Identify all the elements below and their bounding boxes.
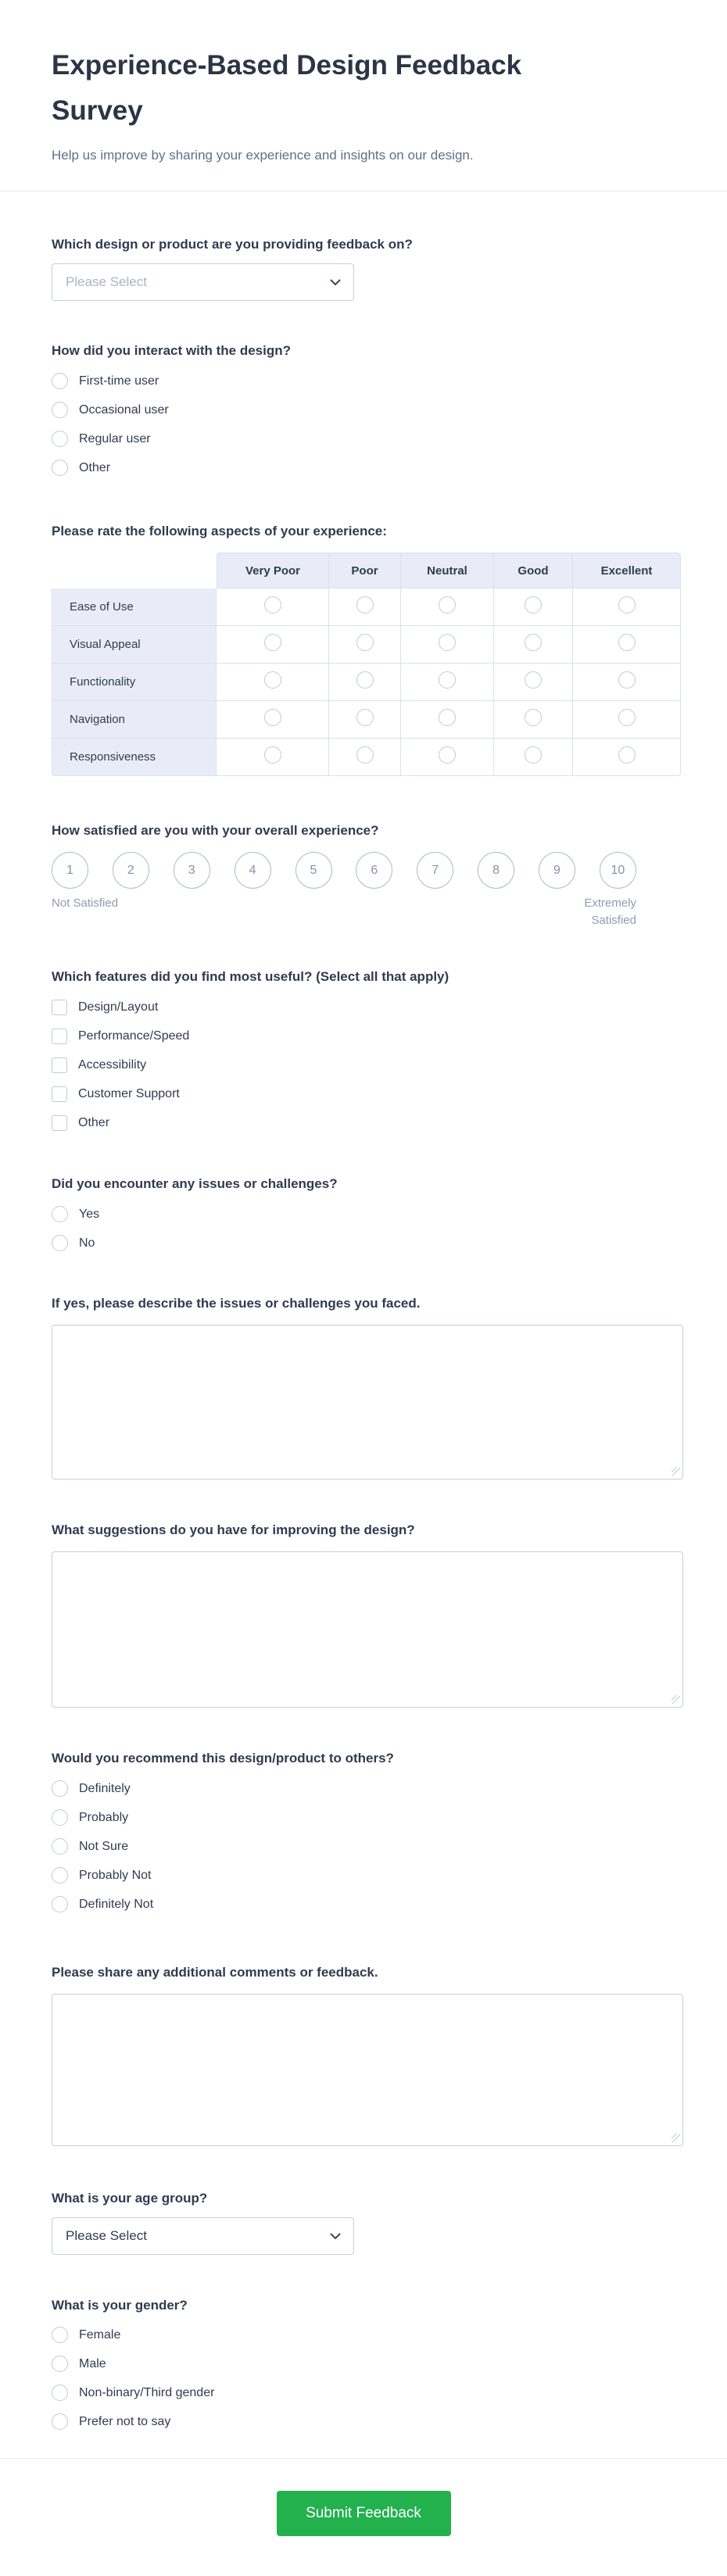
rating-table-row [52,626,681,664]
question-label: Which features did you find most useful? (Select all that apply) [52,969,449,984]
chevron-down-icon [330,279,341,286]
rating-column-header: Poor [329,553,401,589]
rating-table-corner-cell [52,553,217,589]
scale-option[interactable]: 10 [600,852,636,889]
survey-form [0,0,727,191]
radio-option[interactable] [52,373,683,389]
radio-icon [52,1780,68,1797]
question-additional-comments [52,1963,683,2146]
checkbox-icon [52,1029,67,1044]
rating-radio[interactable] [264,746,281,764]
radio-option-label: Other [79,461,111,474]
question-label: Please share any additional comments or feedback. [52,1965,378,1980]
radio-option[interactable] [52,1867,683,1884]
rating-radio[interactable] [356,671,374,689]
rating-radio[interactable] [439,709,456,726]
rating-radio[interactable] [356,709,374,726]
scale-end-labels [52,895,636,929]
rating-cell [329,701,401,739]
checkbox-icon [52,1086,67,1102]
radio-option-label: No [79,1236,95,1250]
textarea-wrap [52,1994,683,2146]
radio-icon [52,1235,68,1251]
rating-cell [573,626,681,664]
select-value: Please Select [66,2228,147,2243]
rating-radio[interactable] [618,709,636,726]
checkbox-option-label: Other [78,1116,110,1129]
question-label: How did you interact with the design? [52,343,292,358]
question-satisfaction [52,821,683,929]
satisfaction-scale [52,852,636,889]
radio-option-label: Female [79,2328,121,2342]
checkbox-option[interactable] [52,1028,683,1044]
checkbox-icon [52,1000,67,1015]
radio-option-label: Prefer not to say [79,2415,171,2428]
scale-max-label: Extremely Satisfied [584,896,636,927]
rating-table-row [52,664,681,701]
rating-radio[interactable] [525,709,542,726]
issues-description-textarea[interactable] [52,1325,683,1479]
radio-icon [52,1206,68,1222]
rating-table-row [52,589,681,626]
radio-option-label: Occasional user [79,403,169,417]
radio-option-label: Probably [79,1811,129,1824]
scale-option[interactable]: 5 [295,852,332,889]
radio-option[interactable] [52,1235,683,1251]
rating-radio[interactable] [525,746,542,764]
checkbox-option[interactable] [52,1086,683,1102]
question-rating-table [52,522,683,776]
checkbox-icon [52,1115,67,1131]
select-placeholder: Please Select [66,274,147,289]
chevron-down-icon [330,2233,341,2240]
radio-icon [52,402,68,418]
radio-group-gender [52,2327,683,2430]
rating-cell [401,701,494,739]
checkbox-icon [52,1057,67,1073]
rating-cell [401,664,494,701]
rating-radio[interactable] [439,746,456,764]
radio-option-label: First-time user [79,374,159,388]
radio-option-label: Regular user [79,432,151,445]
rating-table-header-row [52,553,681,589]
rating-table-row [52,701,681,739]
radio-option[interactable] [52,2385,683,2401]
rating-cell [401,626,494,664]
rating-cell [329,739,401,776]
checkbox-option-label: Design/Layout [78,1000,159,1014]
rating-row-label: Ease of Use [52,589,217,626]
question-label: What suggestions do you have for improving the design? [52,1522,415,1537]
checkbox-option[interactable] [52,999,683,1015]
radio-icon [52,2385,68,2401]
rating-row-label: Visual Appeal [52,626,217,664]
rating-cell [573,701,681,739]
rating-cell [217,739,329,776]
rating-row-label: Responsiveness [52,739,217,776]
question-features [52,968,683,1131]
rating-cell [329,589,401,626]
question-label: Would you recommend this design/product to others? [52,1751,394,1766]
scale-option[interactable]: 8 [478,852,514,889]
rating-radio[interactable] [264,596,281,614]
rating-cell [401,739,494,776]
question-label: If yes, please describe the issues or challenges you faced. [52,1296,421,1311]
rating-radio[interactable] [525,634,542,651]
question-interaction [52,342,683,476]
rating-radio[interactable] [439,671,456,689]
rating-cell [329,626,401,664]
rating-radio[interactable] [264,671,281,689]
radio-option[interactable] [52,1838,683,1855]
radio-option-label: Probably Not [79,1869,152,1882]
question-suggestions [52,1521,683,1708]
rating-radio[interactable] [525,671,542,689]
question-issues-description [52,1294,683,1479]
submit-button[interactable]: Submit Feedback [277,2491,451,2536]
radio-option[interactable] [52,1809,683,1826]
question-age-group [52,2189,683,2255]
question-product [52,235,683,301]
radio-group-recommend [52,1780,683,1912]
checkbox-option-label: Customer Support [78,1087,180,1100]
rating-radio[interactable] [618,596,636,614]
rating-cell [494,589,573,626]
radio-icon [52,373,68,389]
rating-table-row [52,739,681,776]
checkbox-option-label: Accessibility [78,1058,147,1072]
textarea-wrap [52,1325,683,1479]
rating-radio[interactable] [618,634,636,651]
scale-option[interactable]: 4 [235,852,271,889]
question-gender [52,2296,683,2430]
checkbox-option-label: Performance/Speed [78,1029,190,1043]
page-subtitle: Help us improve by sharing your experience and insights on our design. [52,148,474,163]
scale-option[interactable]: 1 [52,852,88,889]
radio-option[interactable] [52,2356,683,2372]
radio-option-label: Non-binary/Third gender [79,2386,215,2399]
radio-option[interactable] [52,402,683,418]
checkbox-group-features [52,999,683,1131]
rating-table [52,553,681,776]
question-label: What is your age group? [52,2191,208,2206]
rating-radio[interactable] [356,746,374,764]
rating-cell [217,589,329,626]
radio-option[interactable] [52,1780,683,1797]
question-label: Please rate the following aspects of your experience: [52,524,387,538]
scale-option[interactable]: 2 [113,852,149,889]
rating-radio[interactable] [439,596,456,614]
radio-option-label: Yes [79,1208,100,1221]
radio-option-label: Definitely [79,1782,131,1795]
scale-min-label: Not Satisfied [52,896,119,910]
rating-radio[interactable] [439,634,456,651]
radio-option-label: Definitely Not [79,1898,154,1911]
radio-group-interaction [52,373,683,476]
rating-radio[interactable] [264,709,281,726]
age-group-select[interactable] [52,2217,354,2255]
suggestions-textarea[interactable] [52,1551,683,1708]
checkbox-option[interactable] [52,1057,683,1073]
rating-column-header: Good [494,553,573,589]
rating-cell [573,739,681,776]
rating-cell [217,664,329,701]
rating-radio[interactable] [356,634,374,651]
form-header [52,0,683,191]
rating-cell [401,589,494,626]
submit-area [0,2459,727,2576]
question-label: Did you encounter any issues or challenges? [52,1176,338,1191]
rating-row-label: Functionality [52,664,217,701]
radio-option[interactable] [52,1896,683,1912]
question-recommend [52,1749,683,1912]
rating-cell [217,701,329,739]
rating-column-header: Very Poor [217,553,329,589]
rating-radio[interactable] [618,671,636,689]
scale-option[interactable]: 7 [417,852,453,889]
rating-cell [494,701,573,739]
radio-option-label: Male [79,2357,106,2370]
scale-option[interactable]: 6 [356,852,392,889]
rating-cell [573,664,681,701]
product-select[interactable] [52,263,354,301]
scale-option[interactable]: 3 [174,852,210,889]
rating-cell [573,589,681,626]
question-label: How satisfied are you with your overall experience? [52,823,379,838]
radio-icon [52,2356,68,2372]
rating-radio[interactable] [618,746,636,764]
radio-group-issues [52,1206,683,1251]
radio-option[interactable] [52,1206,683,1222]
rating-column-header: Excellent [573,553,681,589]
page-title: Experience-Based Design Feedback Survey [52,50,522,126]
question-label: Which design or product are you providing feedback on? [52,237,413,252]
radio-icon [52,1838,68,1855]
textarea-wrap [52,1551,683,1708]
radio-option[interactable] [52,460,683,476]
radio-option[interactable] [52,431,683,447]
scale-option[interactable]: 9 [539,852,575,889]
rating-radio[interactable] [525,596,542,614]
radio-option[interactable] [52,2327,683,2343]
rating-cell [217,626,329,664]
rating-radio[interactable] [356,596,374,614]
radio-icon [52,460,68,476]
radio-icon [52,431,68,447]
rating-cell [329,664,401,701]
rating-radio[interactable] [264,634,281,651]
additional-comments-textarea[interactable] [52,1994,683,2146]
radio-option[interactable] [52,2413,683,2430]
checkbox-option[interactable] [52,1114,683,1131]
radio-option-label: Not Sure [79,1840,129,1853]
rating-cell [494,626,573,664]
radio-icon [52,1867,68,1884]
question-issues [52,1175,683,1251]
rating-cell [494,739,573,776]
radio-icon [52,1809,68,1826]
radio-icon [52,1896,68,1912]
radio-icon [52,2413,68,2430]
question-label: What is your gender? [52,2298,188,2313]
rating-column-header: Neutral [401,553,494,589]
rating-cell [494,664,573,701]
rating-row-label: Navigation [52,701,217,739]
radio-icon [52,2327,68,2343]
